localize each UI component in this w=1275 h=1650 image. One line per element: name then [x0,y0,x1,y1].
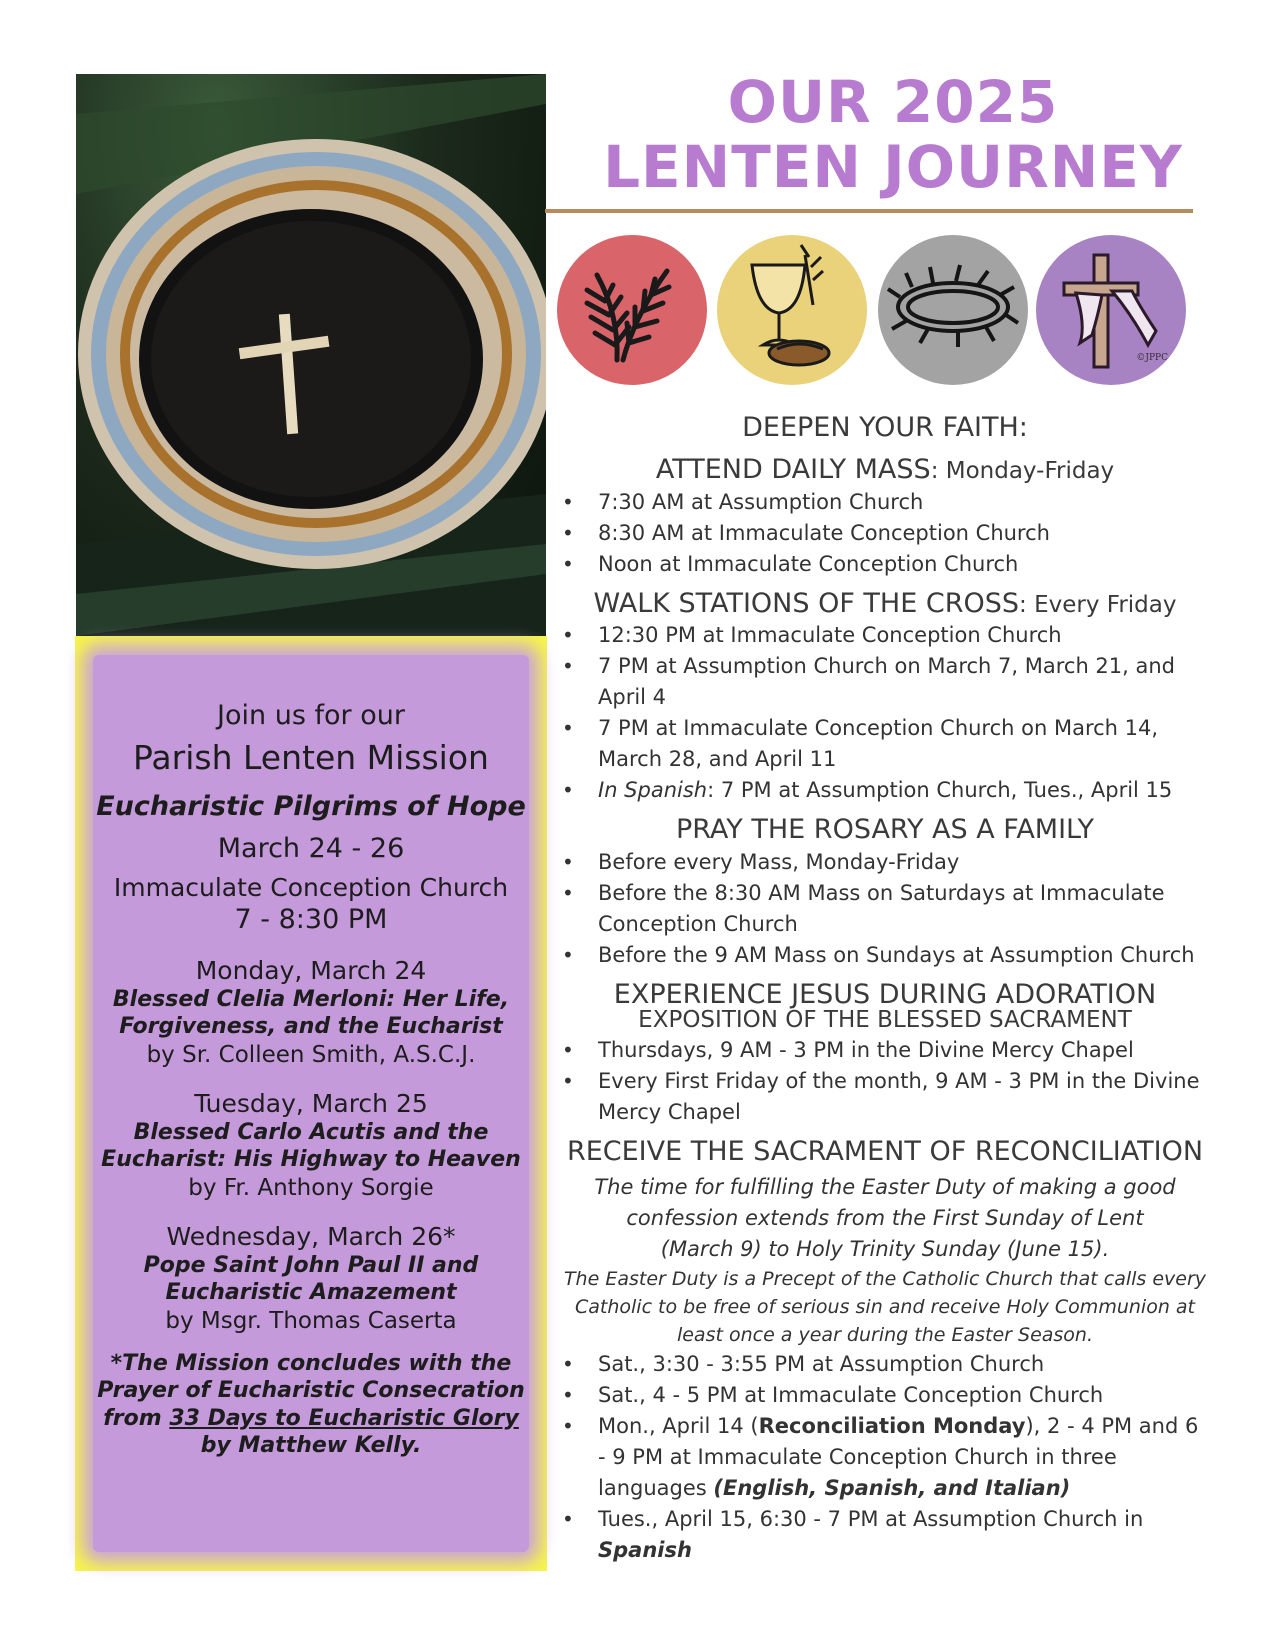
daily-mass-heading [560,454,1210,486]
daily-mass-title: ATTEND DAILY MASS [655,454,931,486]
mission-time: 7 - 8:30 PM [234,903,388,935]
page-title-line-2: LENTEN JOURNEY [603,133,1183,201]
deepen-heading: DEEPEN YOUR FAITH: [742,412,1028,443]
chalice-bread-icon [717,235,867,385]
daily-mass-list [560,487,1210,580]
mission-join: Join us for our [217,700,405,731]
session-day: Tuesday, March 25 [194,1088,428,1118]
monday-text: ), 2 - 4 PM and 6 - 9 PM at Immaculate Conception Church in three languages [598,1413,1199,1500]
list-item: • 12:30 PM at Immaculate Conception Church [594,620,1210,651]
adoration-heading: EXPERIENCE JESUS DURING ADORATION [613,978,1157,1010]
spanish-emphasis: Spanish [598,1537,692,1562]
session-speaker: by Sr. Colleen Smith, A.S.C.J. [146,1041,476,1068]
mission-session [93,1221,529,1336]
monday-text: Mon., April 14 ( [598,1413,759,1438]
mission-theme: Eucharistic Pilgrims of Hope [96,791,526,822]
list-item: • Noon at Immaculate Conception Church [594,549,1210,580]
title-divider [545,209,1193,213]
mission-session [93,1088,529,1203]
stations-list [560,620,1210,806]
list-item [594,1411,1210,1504]
page-title-line-1: OUR 2025 [727,68,1059,136]
session-talk: Pope Saint John Paul II and [143,1252,479,1278]
list-item: • Before the 8:30 AM Mass on Saturdays at Immaculate Conception Church [594,878,1210,940]
list-item: • 7 PM at Immaculate Conception Church on March 14, March 28, and April 11 [594,713,1210,775]
mission-note [93,1350,529,1460]
languages: (English, Spanish, and Italian) [713,1475,1071,1500]
list-item: • 7:30 AM at Assumption Church [594,487,1210,518]
daily-mass-days: : Monday-Friday [930,458,1115,485]
easter-duty-definition: The Easter Duty is a Precept of the Catholic Church that calls every [563,1267,1207,1290]
list-item: • 8:30 AM at Immaculate Conception Church [594,518,1210,549]
session-speaker: by Fr. Anthony Sorgie [188,1174,434,1201]
adoration-list [560,1035,1210,1128]
reconciliation-monday: Reconciliation Monday [758,1413,1026,1438]
book-title: 33 Days to Eucharistic Glory [169,1405,519,1431]
list-item: • Sat., 3:30 - 3:55 PM at Assumption Church [594,1349,1210,1380]
easter-duty-note: confession extends from the First Sunday of Lent [626,1205,1144,1230]
stations-heading [560,588,1210,620]
session-talk: Blessed Clelia Merloni: Her Life, [112,986,510,1012]
rosary-heading: PRAY THE ROSARY AS A FAMILY [675,814,1095,846]
parish-mission [93,655,529,1460]
list-item: • Before the 9 AM Mass on Sundays at Assumption Church [594,940,1210,971]
spanish-text: : 7 PM at Assumption Church, Tues., April 15 [707,778,1173,803]
session-day: Wednesday, March 26* [166,1221,456,1251]
adoration-subheading: EXPOSITION OF THE BLESSED SACRAMENT [638,1006,1132,1033]
session-day: Monday, March 24 [195,955,427,985]
list-item [594,1504,1210,1566]
tuesday-text: Tues., April 15, 6:30 - 7 PM at Assumption Church in [598,1506,1144,1531]
spanish-label: In Spanish [598,778,708,803]
easter-duty-definition: Catholic to be free of serious sin and receive Holy Communion at [574,1295,1195,1318]
stations-title: WALK STATIONS OF THE CROSS [593,587,1020,619]
mission-title: Parish Lenten Mission [133,737,489,777]
list-item: • Every First Friday of the month, 9 AM - 3 PM in the Divine Mercy Chapel [594,1066,1210,1128]
note-line: by Matthew Kelly. [200,1433,422,1458]
easter-duty-definition: least once a year during the Easter Season. [676,1323,1094,1346]
session-talk: Eucharist: His Highway to Heaven [101,1147,521,1173]
cross-shroud-icon [1036,235,1186,385]
note-from: from [103,1405,170,1431]
mission-session [93,955,529,1070]
reconciliation-list [560,1349,1210,1566]
easter-duty-note: The time for fulfilling the Easter Duty of making a good [594,1174,1176,1199]
rosary-list [560,847,1210,971]
reconciliation-heading: RECEIVE THE SACRAMENT OF RECONCILIATION [566,1135,1204,1167]
session-talk: Forgiveness, and the Eucharist [119,1014,503,1040]
note-line: Prayer of Eucharistic Consecration [97,1378,525,1403]
note-line: *The Mission concludes with the [110,1350,512,1376]
ash-bowl-photo [76,74,546,636]
easter-duty-note: (March 9) to Holy Trinity Sunday (June 15). [660,1236,1110,1261]
list-item: • Thursdays, 9 AM - 3 PM in the Divine Mercy Chapel [594,1035,1210,1066]
session-talk: Eucharistic Amazement [165,1280,457,1306]
mission-dates: March 24 - 26 [217,832,405,864]
list-item [594,775,1210,806]
mission-church: Immaculate Conception Church [113,872,509,902]
schedule-content [560,412,1210,1566]
stations-days: : Every Friday [1019,591,1177,618]
list-item: • 7 PM at Assumption Church on March 7, March 21, and April 4 [594,651,1210,713]
list-item: • Before every Mass, Monday-Friday [594,847,1210,878]
list-item: • Sat., 4 - 5 PM at Immaculate Conception Church [594,1380,1210,1411]
note-line [93,1405,529,1433]
copyright-mark: ©JPPC [1136,353,1168,363]
crown-of-thorns-icon [878,235,1028,385]
session-speaker: by Msgr. Thomas Caserta [165,1307,457,1334]
palm-branch-icon [557,235,707,385]
session-talk: Blessed Carlo Acutis and the [133,1119,489,1145]
